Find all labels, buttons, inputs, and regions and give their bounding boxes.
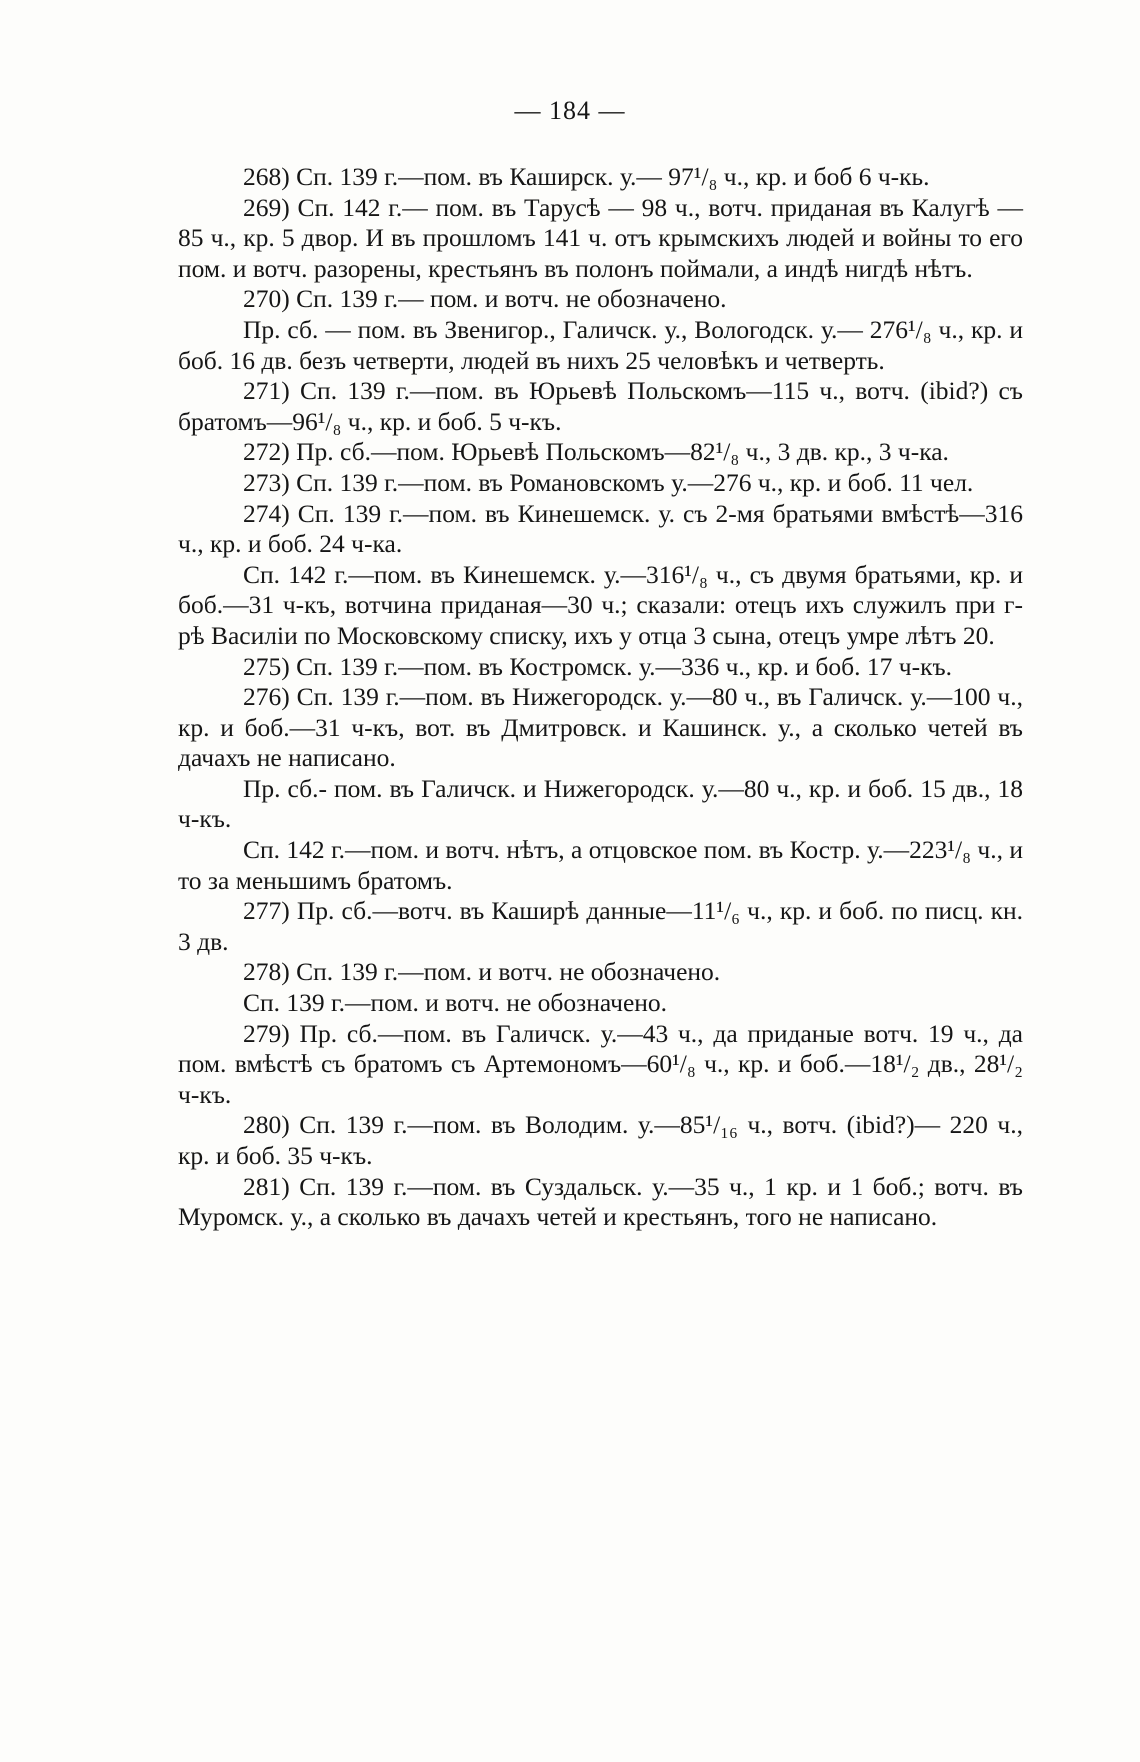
paragraph-276-sp-142: Сп. 142 г.—пом. и вотч. нѣтъ, а отцовское пом. въ Костр. у.—223¹/₈ ч., и то за меньшимъ братомъ. xyxy=(178,835,1023,895)
paragraph-274-sp-142: Сп. 142 г.—пом. въ Кинешемск. у.—316¹/₈ ч., съ двумя братьями, кр. и боб.—31 ч-къ, вотчина приданая—30 ч.; сказали: отецъ ихъ служилъ при г-рѣ Василіи по Московскому списку, ихъ у отца 3 сына, отецъ умре лѣтъ 20. xyxy=(178,559,1023,650)
paragraph-270-pr-sb: Пр. сб. — пом. въ Звенигор., Галичск. у., Вологодск. у.— 276¹/₈ ч., кр. и боб. 16 дв. безъ четверти, людей въ нихъ 25 человѣкъ и четверть. xyxy=(178,314,1023,375)
paragraph-272: 272) Пр. сб.—пом. Юрьевѣ Польскомъ—82¹/₈ ч., 3 дв. кр., 3 ч-ка. xyxy=(243,437,949,467)
paragraph-269: 269) Сп. 142 г.— пом. въ Тарусѣ — 98 ч., вотч. приданая въ Калугѣ — 85 ч., кр. 5 двор. И въ прошломъ 141 ч. отъ крымскихъ людей и войны то его пом. и вотч. разорены, крестьянъ въ полонъ поймали, а индѣ нигдѣ нѣтъ. xyxy=(178,192,1023,283)
page-number: — 184 — xyxy=(514,96,626,125)
paragraph-279: 279) Пр. сб.—пом. въ Галичск. у.—43 ч., да приданые вотч. 19 ч., да пом. вмѣстѣ съ братомъ съ Артемономъ—60¹/₈ ч., кр. и боб.—18¹/₂ дв., 28¹/₂ ч-къ. xyxy=(178,1018,1023,1109)
paragraph-273: 273) Сп. 139 г.—пом. въ Романовскомъ у.—276 ч., кр. и боб. 11 чел. xyxy=(243,467,974,497)
paragraph-281: 281) Сп. 139 г.—пом. въ Суздальск. у.—35 ч., 1 кр. и 1 боб.; вотч. въ Муромск. у., а сколько въ дачахъ четей и крестьянъ, того не написано. xyxy=(178,1171,1023,1232)
paragraph-278-sp-139: Сп. 139 г.—пом. и вотч. не обозначено. xyxy=(243,988,668,1018)
paragraph-277: 277) Пр. сб.—вотч. въ Каширѣ данные—11¹/₆ ч., кр. и боб. по писц. кн. 3 дв. xyxy=(178,896,1023,956)
paragraph-278: 278) Сп. 139 г.—пом. и вотч. не обозначено. xyxy=(243,957,721,987)
paragraph-280: 280) Сп. 139 г.—пом. въ Володим. у.—85¹/₁₆ ч., вотч. (ibid?)— 220 ч., кр. и боб. 35 ч-къ. xyxy=(178,1110,1023,1170)
paragraph-271: 271) Сп. 139 г.—пом. въ Юрьевѣ Польскомъ—115 ч., вотч. (ibid?) съ братомъ—96¹/₈ ч., кр. и боб. 5 ч-къ. xyxy=(178,376,1023,436)
paragraph-276: 276) Сп. 139 г.—пом. въ Нижегородск. у.—80 ч., въ Галичск. у.—100 ч., кр. и боб.—31 ч-къ, вот. въ Дмитровск. и Кашинск. у., а сколько четей въ дачахъ не написано. xyxy=(178,682,1023,773)
paragraph-268: 268) Сп. 139 г.—пом. въ Каширск. у.— 97¹/₈ ч., кр. и боб 6 ч-кь. xyxy=(243,162,930,191)
page-body xyxy=(178,162,1023,1233)
paragraph-275: 275) Сп. 139 г.—пом. въ Костромск. у.—336 ч., кр. и боб. 17 ч-къ. xyxy=(243,651,953,681)
paragraph-270: 270) Сп. 139 г.— пом. и вотч. не обозначено. xyxy=(243,284,727,314)
paragraph-274: 274) Сп. 139 г.—пом. въ Кинешемск. у. съ 2-мя братьями вмѣстѣ—316 ч., кр. и боб. 24 ч-ка. xyxy=(178,498,1023,559)
paragraph-276-pr-sb: Пр. сб.- пом. въ Галичск. и Нижегородск. у.—80 ч., кр. и боб. 15 дв., 18 ч-къ. xyxy=(178,773,1023,834)
